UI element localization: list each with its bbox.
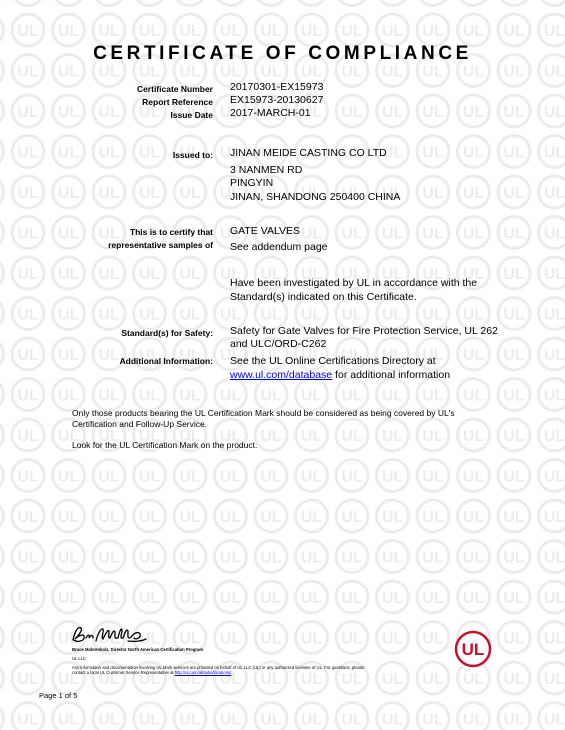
additional-info-line2 [230,369,450,383]
report-reference-label: Report Reference [142,97,213,107]
certify-label-1: This is to certify that [129,227,213,237]
standards-label: Standard(s) for Safety: [121,328,213,338]
disclaimer-line2 [72,670,231,676]
ul-logo [454,630,492,668]
issue-date: 2017-MARCH-01 [230,107,311,119]
investigated-line2: Standard(s) indicated on this Certificate. [230,291,417,303]
standards-line1: Safety for Gate Valves for Fire Protection Service, UL 262 [230,325,498,337]
issued-to-line3: PINGYIN [230,177,274,189]
issued-to-line1: JINAN MEIDE CASTING CO LTD [230,147,387,159]
signature-image [70,623,150,645]
notice-line2: Certification and Follow-Up Service. [72,419,208,429]
standards-line2: and ULC/ORD-C262 [230,338,327,350]
report-reference: EX15973-20130627 [230,94,324,106]
ul-database-link[interactable]: www.ul.com/database [230,369,333,381]
product-name: GATE VALVES [230,225,301,237]
signatory-name: Bruce Mahrenholz, Director North American Certification Program [72,647,204,652]
certify-label-2: representative samples of [108,240,213,250]
notice-line1: Only those products bearing the UL Certification Mark should be considered as being covered by UL's [72,408,455,418]
page-number: Page 1 of 5 [39,691,78,700]
disclaimer-line2-text: contact a local UL Customer Service Representative at [72,670,175,675]
page-title: CERTIFICATE OF COMPLIANCE [93,43,472,64]
investigated-line1: Have been investigated by UL in accordance with the [230,277,478,289]
disclaimer-line1: Any information and documentation involving UL Mark services are provided on behalf of UL LLC (UL) or any authorized licensee of UL. For questions, please [72,665,365,670]
issue-date-label: Issue Date [170,110,213,120]
additional-info-line1: See the UL Online Certifications Directory at [230,355,436,367]
issued-to-line2: 3 NANMEN RD [230,164,303,176]
certificate-number-label: Certificate Number [136,84,213,94]
ul-locations-link[interactable]: http://ul.com/aboutul/locations/ [174,670,232,675]
ul-logo-text: UL [461,640,485,659]
certificate-number: 20170301-EX15973 [230,81,324,93]
additional-info-label: Additional Information: [119,356,213,366]
samples-reference: See addendum page [230,241,328,253]
signatory-org: UL LLC [72,656,87,661]
additional-info-rest: for additional information [332,369,451,381]
notice-line3: Look for the UL Certification Mark on the product. [72,440,258,450]
issued-to-line4: JINAN, SHANDONG 250400 CHINA [230,191,401,203]
issued-to-label: Issued to: [172,150,213,160]
